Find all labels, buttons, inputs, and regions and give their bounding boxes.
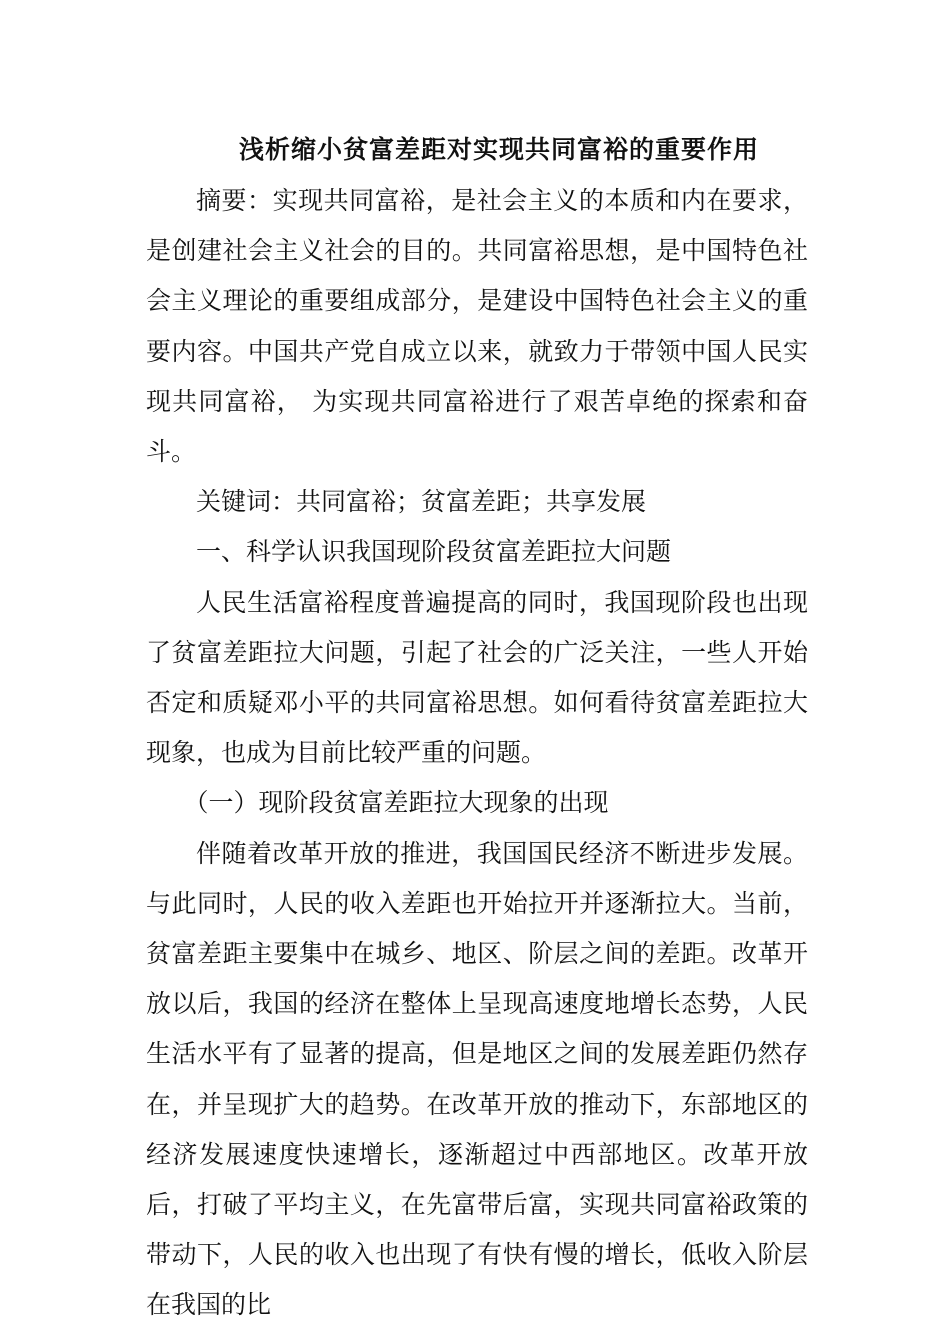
body-paragraph: 伴随着改革开放的推进，我国国民经济不断进步发展。与此同时，人民的收入差距也开始拉开并逐渐拉大。当前，贫富差距主要集中在城乡、地区、阶层之间的差距。改革开放以后，我国的经济在整体上呈现高速度地增长态势，人民生活水平有了显著的提高，但是地区之间的发展差距仍然存在，并呈现扩大的趋势。在改革开放的推动下，东部地区的经济发展速度快速增长，逐渐超过中西部地区。改革开放后，打破了平均主义，在先富带后富，实现共同富裕政策的带动下，人民的收入也出现了有快有慢的增长，低收入阶层在我国的比 (146, 838, 808, 1320)
section-heading: 一、科学认识我国现阶段贫富差距拉大问题 (196, 537, 672, 567)
subsection-heading: （一）现阶段贫富差距拉大现象的出现 (183, 788, 609, 818)
body-paragraph: 人民生活富裕程度普遍提高的同时，我国现阶段也出现了贫富差距拉大问题，引起了社会的广泛关注，一些人开始否定和质疑邓小平的共同富裕思想。如何看待贫富差距拉大现象，也成为目前比较严重的问题。 (146, 587, 808, 768)
abstract-paragraph: 摘要：实现共同富裕，是社会主义的本质和内在要求，是创建社会主义社会的目的。共同富裕思想，是中国特色社会主义理论的重要组成部分，是建设中国特色社会主义的重要内容。中国共产党自成立以来，就致力于带领中国人民实现共同富裕， 为实现共同富裕进行了艰苦卓绝的探索和奋斗。 (146, 186, 808, 467)
document-body (146, 176, 808, 1331)
document-title: 浅析缩小贫富差距对实现共同富裕的重要作用 (238, 135, 759, 164)
keywords-paragraph: 关键词：共同富裕；贫富差距；共享发展 (196, 487, 647, 517)
